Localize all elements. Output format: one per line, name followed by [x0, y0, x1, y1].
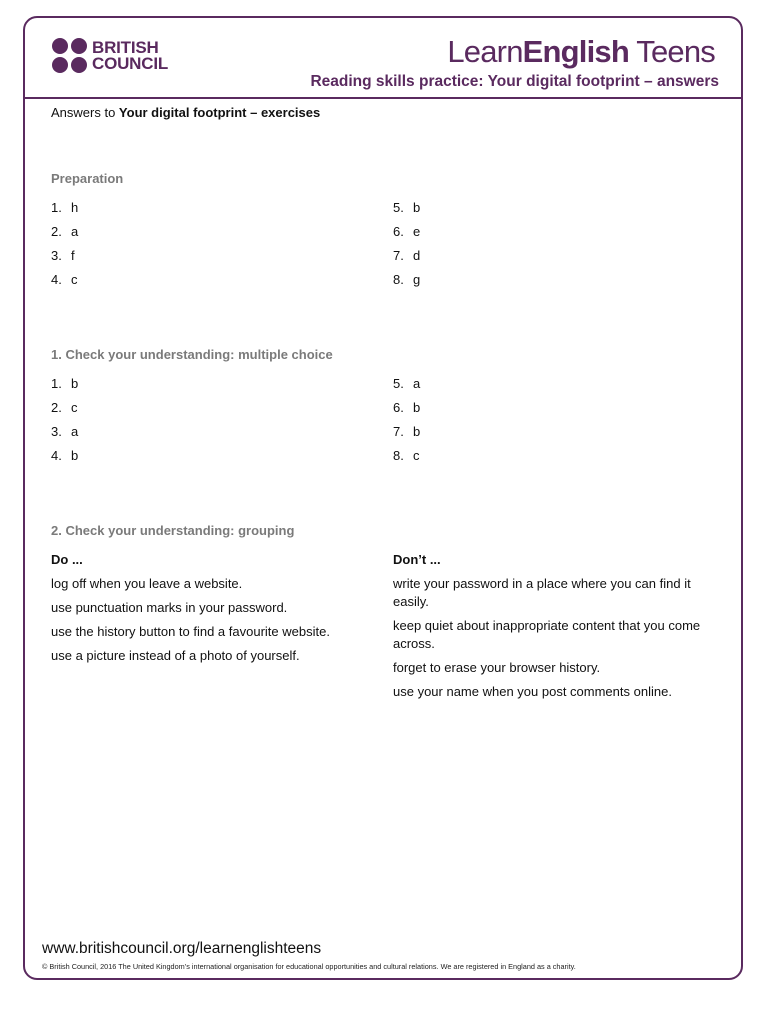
- answer-row: 4. c: [51, 272, 78, 287]
- answer-row: 8. g: [393, 272, 421, 287]
- answer-row: 8. c: [393, 448, 420, 463]
- dont-item: use your name when you post comments online.: [393, 684, 672, 699]
- preparation-left-column: [51, 199, 371, 295]
- answer-row: 1. b: [51, 376, 79, 391]
- dont-column: [393, 551, 723, 707]
- intro-line: [51, 105, 320, 120]
- section-title-grouping: 2. Check your understanding: grouping: [51, 523, 295, 538]
- british-council-logo: [52, 38, 168, 74]
- worksheet-page: [23, 16, 743, 980]
- footer-website-link[interactable]: www.britishcouncil.org/learnenglishteens: [42, 940, 322, 957]
- do-column: [51, 551, 371, 671]
- section-title-multiple-choice: 1. Check your understanding: multiple choice: [51, 347, 333, 362]
- answer-row: 2. a: [51, 224, 79, 239]
- brand-learn: Learn: [447, 34, 523, 69]
- do-item: use a picture instead of a photo of yourself.: [51, 648, 300, 663]
- answer-row: 6. b: [393, 400, 421, 415]
- footer-copyright: © British Council, 2016 The United Kingdom’s international organisation for educational opportunities and cultural relations. We are registered in England as a charity.: [42, 962, 576, 971]
- dont-heading: Don’t ...: [393, 552, 441, 567]
- do-item: log off when you leave a website.: [51, 576, 243, 591]
- section-title-preparation: Preparation: [51, 171, 124, 186]
- multiple-choice-left-column: [51, 375, 371, 471]
- answer-row: 3. a: [51, 424, 79, 439]
- learnenglish-teens-brand: [447, 34, 715, 70]
- brand-teens: Teens: [629, 34, 715, 69]
- do-item: use punctuation marks in your password.: [51, 600, 288, 615]
- intro-prefix: Answers to: [51, 105, 119, 120]
- do-item: use the history button to find a favourite website.: [51, 624, 330, 639]
- answer-row: 3. f: [51, 248, 75, 263]
- logo-wordmark: [92, 40, 168, 72]
- dont-item: write your password in a place where you can find it easily.: [393, 576, 691, 609]
- multiple-choice-right-column: [393, 375, 713, 471]
- answer-row: 2. c: [51, 400, 78, 415]
- logo-line1: BRITISH: [92, 38, 159, 57]
- answer-row: 5. b: [393, 200, 421, 215]
- logo-line2: COUNCIL: [92, 54, 169, 73]
- logo-dots-icon: [52, 38, 88, 74]
- preparation-right-column: [393, 199, 713, 295]
- intro-exercise-title: Your digital footprint – exercises: [118, 105, 321, 120]
- do-heading: Do ...: [51, 552, 83, 567]
- answer-row: 7. b: [393, 424, 421, 439]
- answer-row: 1. h: [51, 200, 79, 215]
- header-divider: [25, 97, 741, 99]
- brand-english: English: [522, 34, 630, 69]
- answer-row: 4. b: [51, 448, 79, 463]
- dont-item: forget to erase your browser history.: [393, 660, 601, 675]
- answer-row: 7. d: [393, 248, 421, 263]
- page-title: Reading skills practice: Your digital footprint – answers: [310, 73, 719, 90]
- answer-row: 6. e: [393, 224, 421, 239]
- dont-item: keep quiet about inappropriate content that you come across.: [393, 618, 701, 651]
- answer-row: 5. a: [393, 376, 421, 391]
